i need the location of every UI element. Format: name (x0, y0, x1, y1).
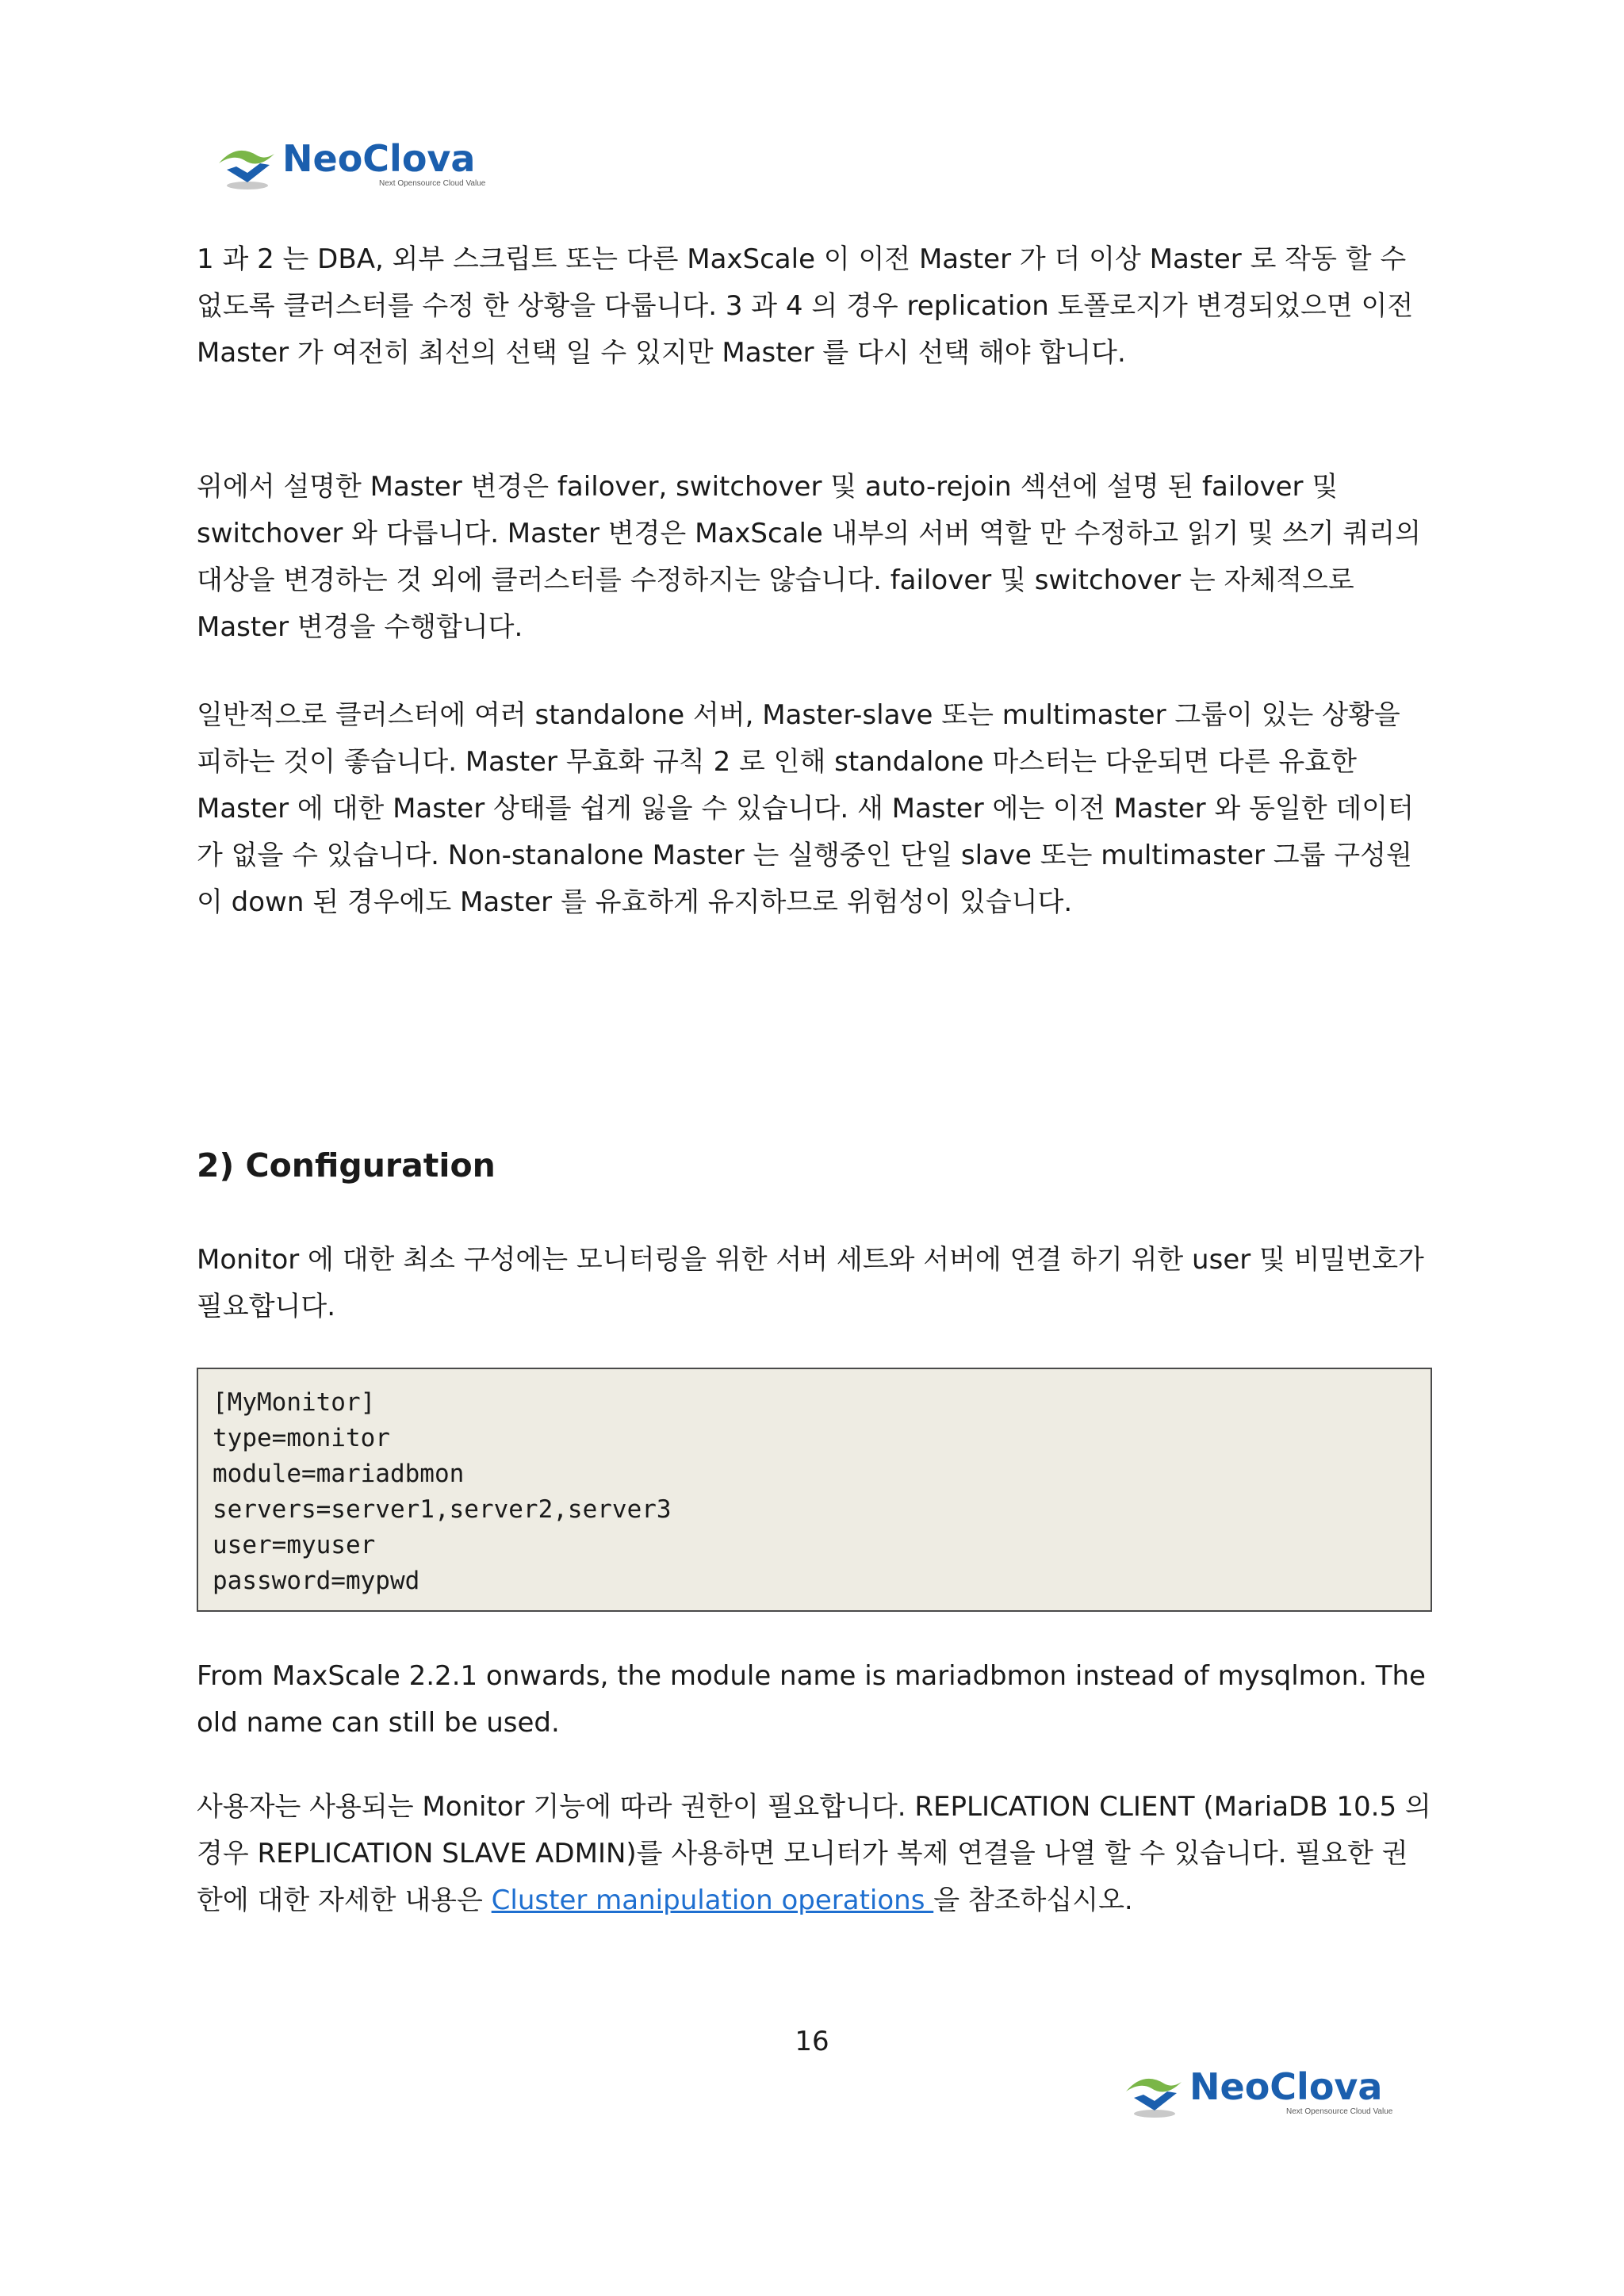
logo-mark-blue (1134, 2091, 1177, 2110)
logo-tagline: Next Opensource Cloud Value (379, 179, 486, 188)
code-line: user=myuser (213, 1531, 376, 1559)
code-line: password=mypwd (213, 1567, 420, 1595)
logo-mark-green (1126, 2079, 1182, 2092)
logo-mark-blue (227, 163, 270, 182)
cluster-manipulation-operations-link[interactable]: Cluster manipulation operations (491, 1885, 934, 1916)
privileges-text: 사용자는 사용되는 Monitor 기능에 따라 권한이 필요합니다. REPLICATION CLIENT (MariaDB 10.5 의 경우 REPLICATION SLAVE ADMIN)를 사용하면 모니터가 복제 연결을 나열 할 수 있습니다. 필요한 권한에 대한 자세한 내용은 (197, 1791, 1431, 1916)
code-line: [MyMonitor] (213, 1388, 376, 1417)
code-line: type=monitor (213, 1424, 390, 1452)
code-line: servers=server1,server2,server3 (213, 1495, 672, 1524)
logo-shadow (1134, 2110, 1175, 2118)
logo-shadow (227, 182, 268, 189)
paragraph-module-name-note: From MaxScale 2.2.1 onwards, the module name is mariadbmon instead of mysqlmon. The old name can still be used. (197, 1660, 1426, 1739)
paragraph-standalone-warning: 일반적으로 클러스터에 여러 standalone 서버, Master-slave 또는 multimaster 그룹이 있는 상황을 피하는 것이 좋습니다. Master 무효화 규칙 2 로 인해 standalone 마스터는 다운되면 다른 유효한 Master 에 대한 Master 상태를 쉽게 잃을 수 있습니다. 새 Master 에는 이전 Master 와 동일한 데이터가 없을 수 있습니다. Non-stanalone Master 는 실행중인 단일 slave 또는 multimaster 그룹 구성원이 down 된 경우에도 Master 를 유효하게 유지하므로 위험성이 있습니다. (197, 699, 1414, 918)
logo-wordmark: NeoClova (1189, 2065, 1383, 2108)
paragraph-monitor-privileges (197, 1784, 1434, 1924)
neoclova-logo-header (213, 133, 498, 198)
logo-tagline: Next Opensource Cloud Value (1286, 2107, 1393, 2116)
neoclova-logo-footer (1120, 2061, 1405, 2126)
page-number: 16 (795, 2026, 829, 2057)
section-heading-configuration: 2) Configuration (197, 1146, 496, 1184)
paragraph-master-change-vs-failover: 위에서 설명한 Master 변경은 failover, switchover 및 auto-rejoin 섹션에 설명 된 failover 및 switchover 와 다릅니다. Master 변경은 MaxScale 내부의 서버 역할 만 수정하고 읽기 및 쓰기 쿼리의 대상을 변경하는 것 외에 클러스터를 수정하지는 않습니다. failover 및 switchover 는 자체적으로 Master 변경을 수행합니다. (197, 471, 1421, 643)
paragraph-monitor-minimum-config: Monitor 에 대한 최소 구성에는 모니터링을 위한 서버 세트와 서버에 연결 하기 위한 user 및 비밀번호가 필요합니다. (197, 1244, 1424, 1322)
code-line: module=mariadbmon (213, 1460, 465, 1488)
logo-mark-green (219, 151, 274, 164)
logo-wordmark: NeoClova (282, 137, 476, 180)
privileges-text-suffix: 을 참조하십시오. (933, 1885, 1133, 1916)
config-code-block (197, 1368, 1432, 1612)
paragraph-master-reselection: 1 과 2 는 DBA, 외부 스크립트 또는 다른 MaxScale 이 이전 Master 가 더 이상 Master 로 작동 할 수 없도록 클러스터를 수정 한 상황을 다룹니다. 3 과 4 의 경우 replication 토폴로지가 변경되었으면 이전 Master 가 여전히 최선의 선택 일 수 있지만 Master 를 다시 선택 해야 합니다. (197, 243, 1414, 369)
